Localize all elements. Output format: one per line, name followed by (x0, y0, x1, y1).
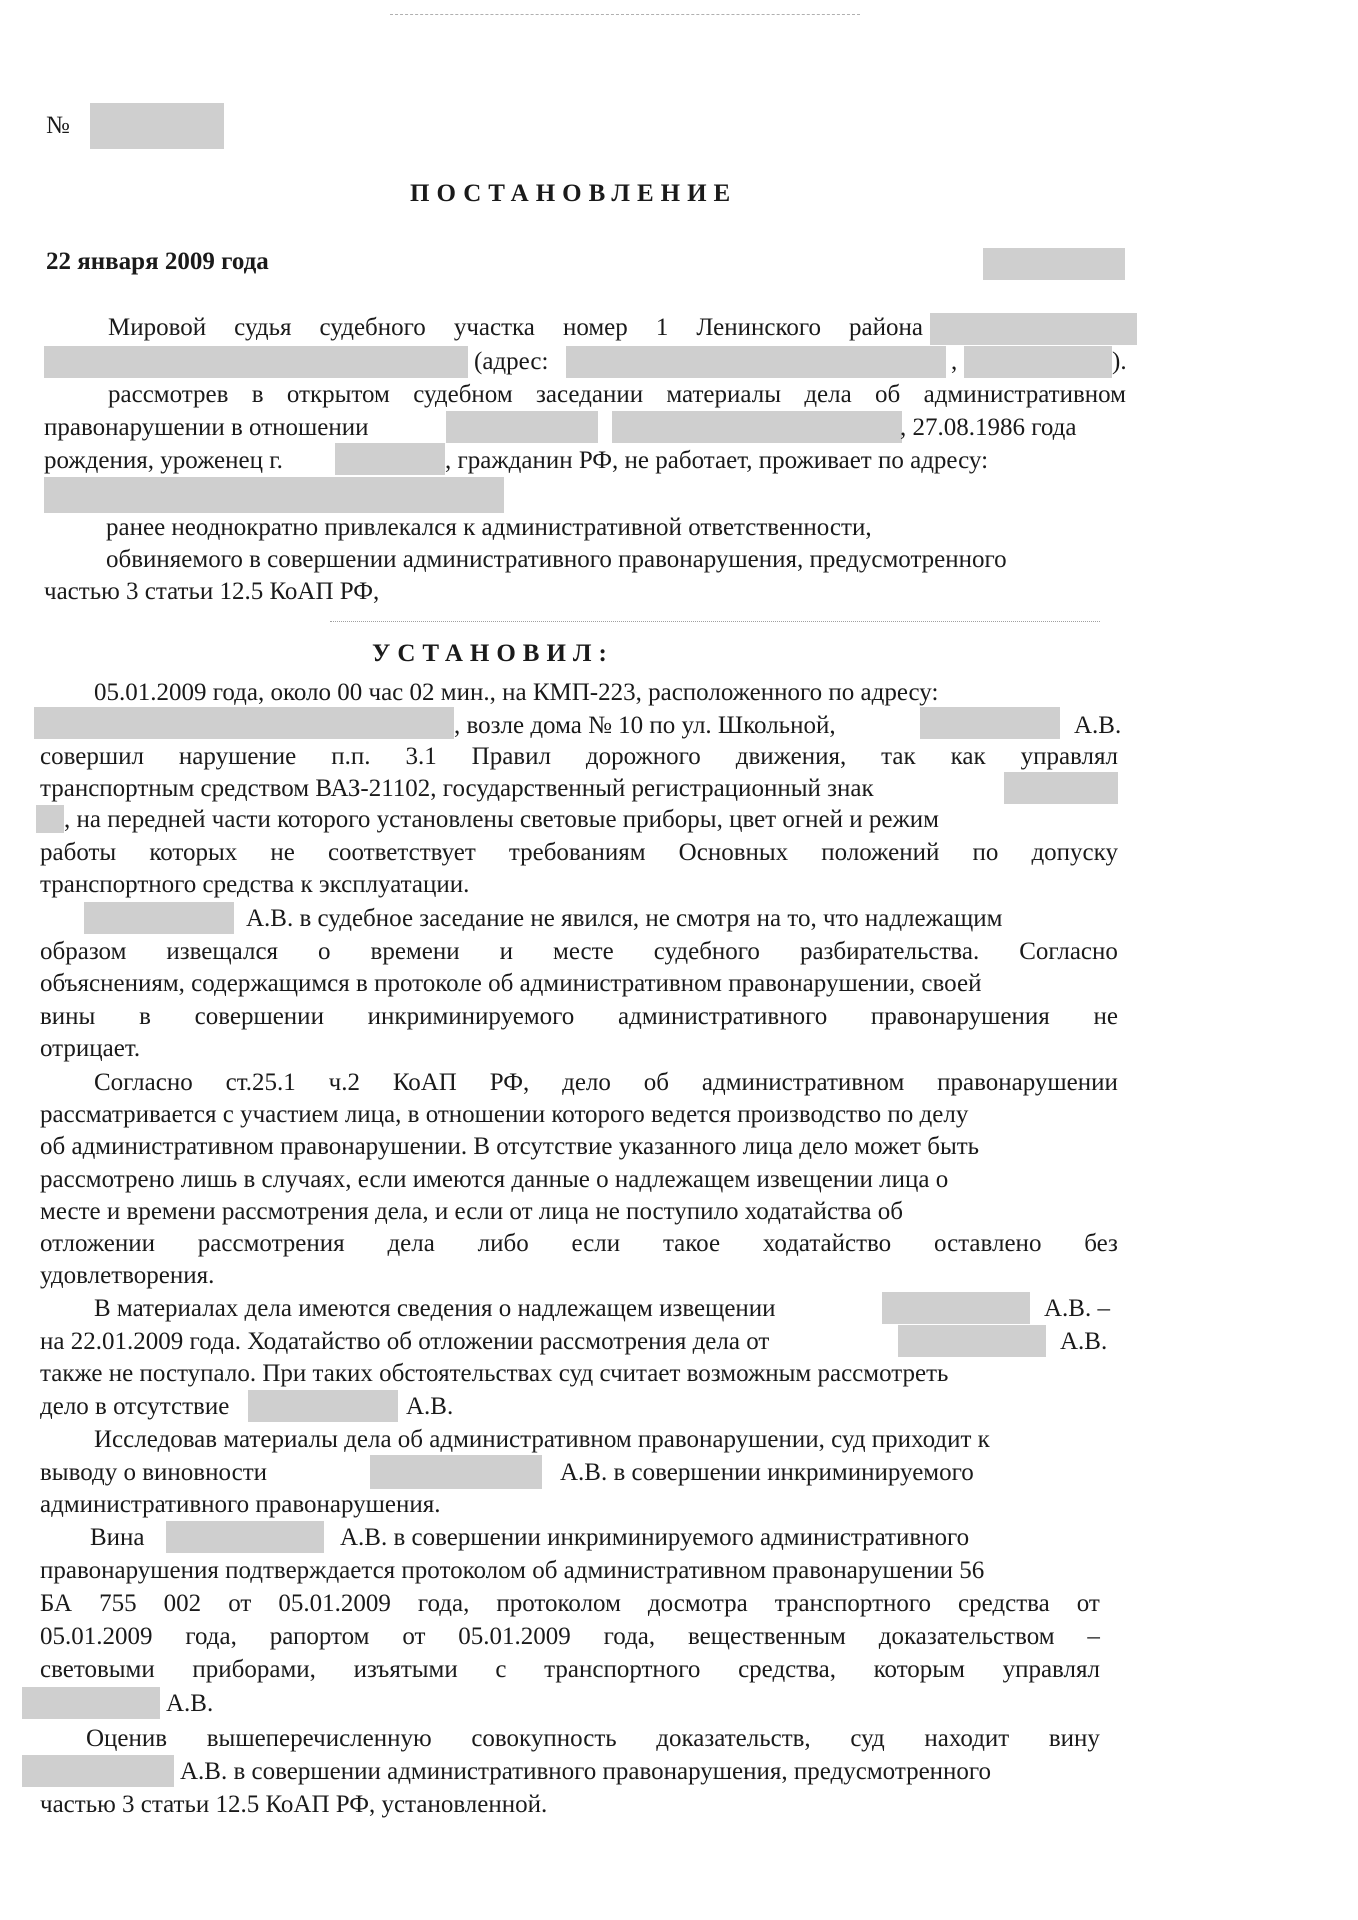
redacted-surname (898, 1325, 1046, 1357)
redacted-address (34, 707, 454, 739)
redacted-surname (22, 1755, 174, 1787)
intro-line-3: рассмотрев в открытом судебном заседании материалы дела об административном (108, 381, 1126, 408)
scan-artifact-line (330, 621, 1100, 622)
address-comma: , (951, 348, 958, 375)
body-line: транспортным средством ВАЗ-21102, государственный регистрационный знак (40, 775, 874, 802)
body-line: отрицает. (40, 1035, 141, 1062)
intro-line-4a: правонарушении в отношении (44, 414, 369, 441)
body-line: БА 755 002 от 05.01.2009 года, протоколом досмотра транспортного средства от (40, 1590, 1100, 1617)
redacted-residence-address (44, 477, 504, 513)
intro-line-1: Мировой судья судебного участка номер 1 Ленинского района (108, 314, 923, 341)
intro-line-7: обвиняемого в совершении административного правонарушения, предусмотренного (106, 546, 1007, 573)
body-line: Оценив вышеперечисленную совокупность доказательств, суд находит вину (86, 1725, 1100, 1752)
body-line: В материалах дела имеются сведения о надлежащем извещении (94, 1295, 776, 1322)
redacted-surname (84, 902, 234, 934)
redacted-court-district (930, 313, 1137, 345)
body-line: Вина (90, 1524, 145, 1551)
body-line: , возле дома № 10 по ул. Школьной, (454, 712, 836, 739)
redacted-location (983, 248, 1125, 280)
body-line: работы которых не соответствует требованиям Основных положений по допуску (40, 839, 1118, 866)
redacted-case-number (90, 103, 224, 149)
redacted-surname (446, 411, 598, 443)
case-number-label: № (46, 112, 70, 139)
body-line: об административном правонарушении. В отсутствие указанного лица дело может быть (40, 1133, 980, 1160)
body-line: вины в совершении инкриминируемого административного правонарушения не (40, 1003, 1118, 1030)
redacted-surname (166, 1521, 324, 1553)
body-line: удовлетворения. (40, 1262, 215, 1289)
redacted-court-address (566, 346, 946, 378)
redacted-surname (882, 1292, 1030, 1324)
body-line: совершил нарушение п.п. 3.1 Правил дорожного движения, так как управлял (40, 743, 1118, 770)
redacted-plate-region (36, 805, 64, 833)
body-line: А.В. (406, 1393, 454, 1420)
redacted-surname (920, 707, 1060, 739)
body-line: объяснениям, содержащимся в протоколе об административном правонарушении, своей (40, 970, 982, 997)
body-line: дело в отсутствие (40, 1393, 230, 1420)
body-line: выводу о виновности (40, 1459, 268, 1486)
body-line: рассмотрено лишь в случаях, если имеются данные о надлежащем извещении лица о (40, 1166, 949, 1193)
body-line: А.В. (1060, 1328, 1108, 1355)
body-line: А.В. в судебное заседание не явился, не смотря на то, что надлежащим (246, 905, 1003, 932)
body-line: А.В. в совершении инкриминируемого (560, 1459, 974, 1486)
body-line: А.В. в совершении административного правонарушения, предусмотренного (180, 1758, 992, 1785)
body-line: отложении рассмотрения дела либо если такое ходатайство оставлено без (40, 1230, 1118, 1257)
body-line: А.В. в совершении инкриминируемого административного (340, 1524, 970, 1551)
body-line: А.В. (166, 1690, 214, 1717)
body-line: Исследовав материалы дела об административном правонарушении, суд приходит к (94, 1426, 990, 1453)
address-end: ). (1112, 348, 1127, 375)
redacted-surname (248, 1390, 398, 1422)
redacted-name (612, 411, 902, 443)
body-line: правонарушения подтверждается протоколом об административном правонарушении 56 (40, 1557, 985, 1584)
decision-date: 22 января 2009 года (46, 248, 269, 275)
scan-artifact-line (390, 14, 860, 15)
redacted-plate-number (1004, 772, 1118, 804)
redacted-court-name (44, 346, 468, 378)
redacted-surname (22, 1687, 160, 1719)
redacted-birthplace (335, 443, 445, 475)
body-line: световыми приборами, изъятыми с транспортного средства, которым управлял (40, 1656, 1100, 1683)
redacted-surname (370, 1455, 542, 1489)
body-line: административного правонарушения. (40, 1491, 441, 1518)
body-line: Согласно ст.25.1 ч.2 КоАП РФ, дело об административном правонарушении (94, 1069, 1118, 1096)
body-line: 05.01.2009 года, рапортом от 05.01.2009 года, вещественным доказательством – (40, 1623, 1100, 1650)
intro-line-4b: , 27.08.1986 года (900, 414, 1077, 441)
body-line: А.В. (1074, 712, 1122, 739)
body-line: А.В. – (1044, 1295, 1110, 1322)
document-title: ПОСТАНОВЛЕНИЕ (410, 180, 738, 207)
intro-line-5a: рождения, уроженец г. (44, 447, 283, 474)
court-address-label: (адрес: (474, 348, 549, 375)
body-line: частью 3 статьи 12.5 КоАП РФ, установленной. (40, 1791, 548, 1818)
body-line: месте и времени рассмотрения дела, и если от лица не поступило ходатайства об (40, 1198, 904, 1225)
intro-line-5b: , гражданин РФ, не работает, проживает по адресу: (445, 447, 989, 474)
redacted-court-address-2 (964, 346, 1112, 378)
body-line: рассматривается с участием лица, в отношении которого ведется производство по делу (40, 1101, 969, 1128)
body-line: также не поступало. При таких обстоятельствах суд считает возможным рассмотреть (40, 1360, 949, 1387)
body-line: транспортного средства к эксплуатации. (40, 871, 470, 898)
section-title: УСТАНОВИЛ: (372, 640, 614, 667)
body-line: образом извещался о времени и месте судебного разбирательства. Согласно (40, 938, 1118, 965)
body-line: 05.01.2009 года, около 00 час 02 мин., на КМП-223, расположенного по адресу: (94, 679, 939, 706)
intro-line-8: частью 3 статьи 12.5 КоАП РФ, (44, 578, 380, 605)
body-line: на 22.01.2009 года. Ходатайство об отложении рассмотрения дела от (40, 1328, 770, 1355)
body-line: , на передней части которого установлены световые приборы, цвет огней и режим (64, 806, 939, 833)
intro-line-6: ранее неоднократно привлекался к административной ответственности, (106, 514, 872, 541)
